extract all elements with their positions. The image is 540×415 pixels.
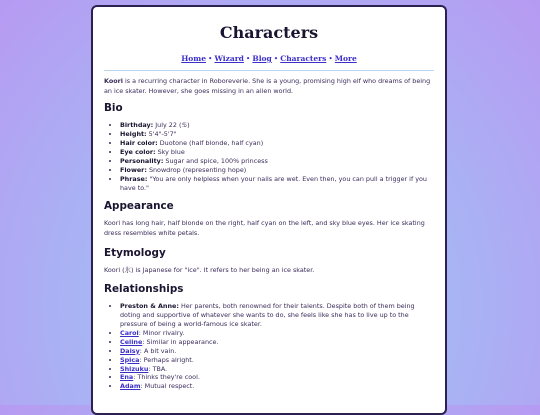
relationships-list [104, 302, 434, 391]
relationship-value: Her parents, both renowned for their talents. Despite both of them being doting and supportive of whatever she wants to do, she feels like she has to live up to the pressure of being a world-famous ice skater. [120, 302, 415, 329]
bio-item-eye-color [120, 148, 434, 157]
relationship-link-daisy[interactable]: Daisy [120, 346, 140, 355]
nav-bar [104, 54, 434, 63]
nav-link-more[interactable]: More [334, 54, 357, 63]
bio-item-flower [120, 166, 434, 175]
page-title: Characters [219, 23, 319, 42]
bio-label: Birthday: [120, 121, 154, 130]
nav-separator: • [328, 54, 333, 63]
relationship-label: Preston & Anne: [120, 302, 179, 311]
bio-label: Flower: [120, 165, 147, 174]
etymology-heading: Etymology [104, 246, 166, 259]
etymology-paragraph: Koori (氷) is Japanese for "ice". It refers to her being an ice skater. [104, 265, 315, 274]
bio-heading: Bio [104, 102, 123, 115]
intro-paragraph [104, 77, 434, 96]
nav-link-wizard[interactable]: Wizard [214, 54, 244, 63]
bio-value: "You are only helpless when your nails are wet. Even then, you can pull a trigger if you have to." [120, 174, 427, 192]
relationship-link-carol[interactable]: Carol [120, 328, 139, 337]
relationship-item-carol [120, 329, 434, 338]
bio-item-birthday [120, 121, 434, 130]
appearance-heading: Appearance [104, 200, 174, 213]
relationship-item-shizuku [120, 365, 434, 374]
relationship-value: : Minor rivalry. [138, 328, 185, 337]
bio-item-height [120, 130, 434, 139]
relationship-item-celine [120, 338, 434, 347]
relationship-value: : Mutual respect. [140, 382, 195, 391]
bio-value: Sky blue [155, 147, 185, 156]
relationship-value: : Perhaps alright. [139, 355, 194, 364]
bio-item-phrase [120, 175, 434, 193]
relationship-value: : Similar in appearance. [142, 337, 219, 346]
relationship-link-ena[interactable]: Ena [120, 373, 134, 382]
bio-label: Height: [120, 130, 147, 139]
bio-value: Sugar and spice, 100% princess [163, 156, 268, 165]
relationship-item-ena [120, 373, 434, 382]
relationship-item-adam [120, 382, 434, 391]
content-card [91, 5, 447, 415]
bio-label: Eye color: [120, 147, 156, 156]
relationship-value: : A bit vain. [139, 346, 177, 355]
nav-separator: • [208, 54, 213, 63]
relationship-link-spica[interactable]: Spica [120, 355, 140, 364]
bio-value: 5'4"-5'7" [146, 130, 177, 139]
bio-value: July 22 (♋) [153, 121, 190, 130]
intro-text: is a recurring character in Roboreverie. She is a young, promising high elf who dreams of being an ice skater. However, she goes missing in an alien world. [104, 77, 431, 95]
bio-label: Personality: [120, 156, 164, 165]
nav-separator: • [273, 54, 279, 63]
relationship-value: : TBA. [148, 364, 168, 373]
appearance-paragraph: Koori has long hair, half blonde on the right, half cyan on the left, and sky blue eyes. Her ice skating dress resembles white petals. [104, 219, 425, 238]
bio-item-personality [120, 157, 434, 166]
relationship-item-daisy [120, 347, 434, 356]
relationship-link-adam[interactable]: Adam [120, 382, 141, 391]
bio-item-hair-color [120, 139, 434, 148]
bio-value: Duotone (half blonde, half cyan) [157, 139, 264, 147]
nav-link-blog[interactable]: Blog [252, 54, 272, 63]
bio-label: Hair color: [120, 139, 158, 147]
bio-list [104, 121, 434, 192]
relationship-item-spica [120, 356, 434, 365]
character-name: Koori [104, 77, 123, 85]
divider [104, 70, 434, 71]
nav-link-home[interactable]: Home [181, 54, 207, 63]
nav-link-characters[interactable]: Characters [280, 54, 327, 63]
relationship-link-shizuku[interactable]: Shizuku [120, 364, 149, 373]
relationship-link-celine[interactable]: Celine [120, 337, 143, 346]
relationship-item-parents [120, 302, 434, 329]
bio-value: Snowdrop (representing hope) [146, 165, 247, 174]
bio-label: Phrase: [120, 174, 148, 183]
nav-separator: • [245, 54, 251, 63]
relationship-value: : Thinks they're cool. [133, 373, 200, 382]
relationships-heading: Relationships [104, 283, 184, 296]
